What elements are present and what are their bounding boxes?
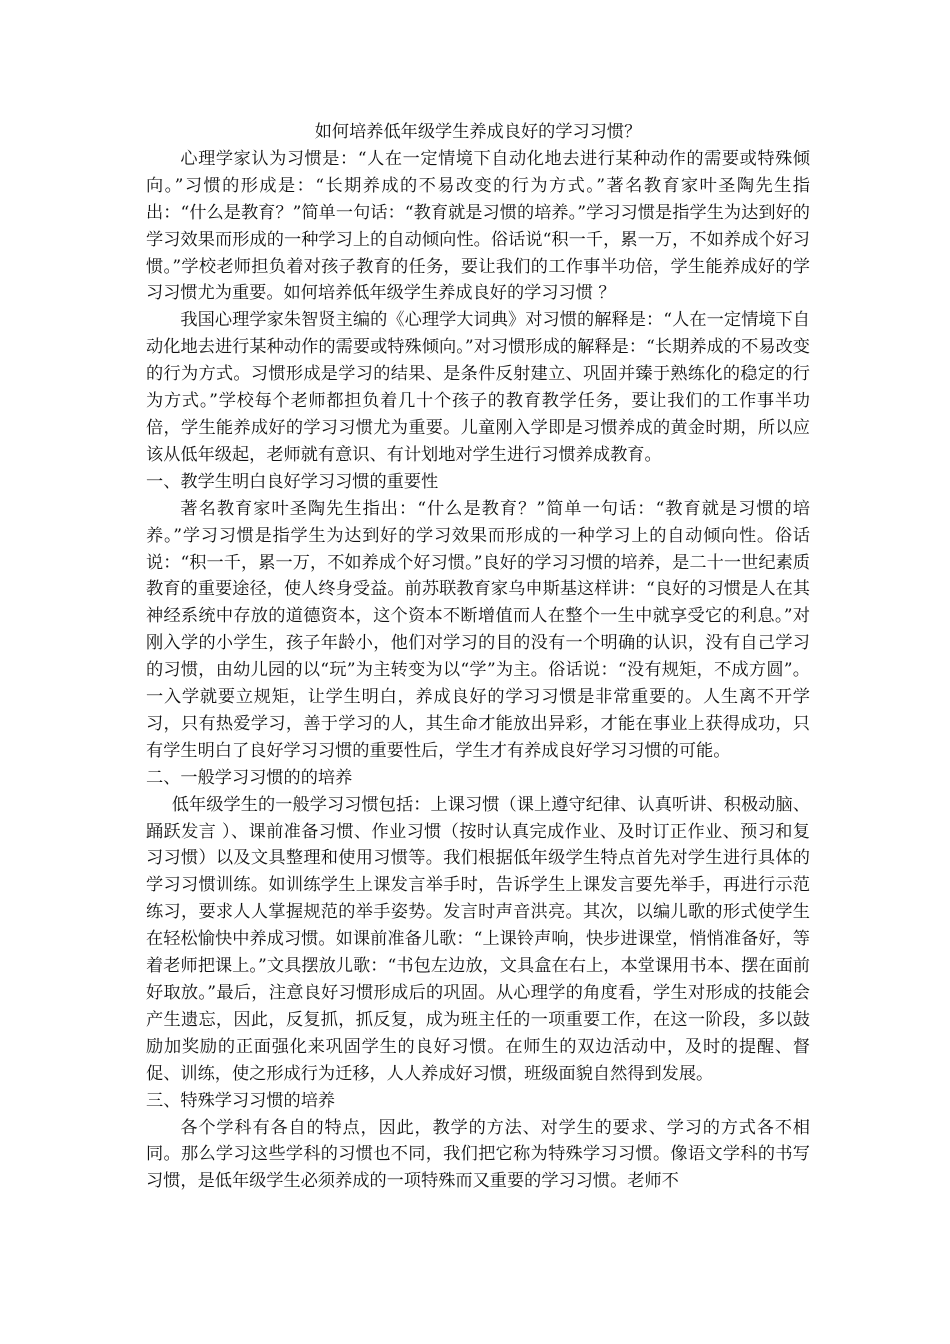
document-page — [146, 119, 810, 1195]
document-title: 如何培养低年级学生养成良好的学习习惯？ — [314, 122, 642, 142]
section-heading-3: 三、特殊学习习惯的培养 — [146, 1090, 336, 1111]
section-body-2: 低年级学生的一般学习习惯包括：上课习惯（课上遵守纪律、认真听讲、积极动脑、踊跃发言 ）、课前准备习惯、作业习惯（按时认真完成作业、及时订正作业、预习和复习习惯）以及文具整理和使用习惯等。我们根据低年级学生特点首先对学生进行具体的学习习惯训练。如训练学生上课发言举手时，告诉学生上课发言要先举手，再进行示范练习，要求人人掌握规范的举手姿势。发言时声音洪亮。其次，以编儿歌的形式使学生在轻松愉快中养成习惯。如课前准备儿歌：“上课铃声响，快步进课堂，悄悄准备好，等着老师把课上。”文具摆放儿歌：“书包左边放，文具盒在右上，本堂课用书本、摆在面前好取放。”最后，注意良好习惯形成后的巩固。从心理学的角度看，学生对形成的技能会产生遗忘，因此，反复抓，抓反复，成为班主任的一项重要工作，在这一阶段，多以鼓励加奖励的正面强化来巩固学生的良好习惯。在师生的双边活动中，及时的提醒、督促、训练，使之形成行为迁移，人人养成好习惯，班级面貌自然得到发展。 — [146, 794, 810, 1084]
section-heading-1: 一、教学生明白良好学习习惯的重要性 — [146, 471, 439, 492]
intro-paragraph-1: 心理学家认为习惯是：“人在一定情境下自动化地去进行某种动作的需要或特殊倾向。”习惯的形成是：“长期养成的不易改变的行为方式。”著名教育家叶圣陶先生指出：“什么是教育？”简单一句话：“教育就是习惯的培养。”学习习惯是指学生为达到好的学习效果而形成的一种学习上的自动倾向性。俗话说“积一千，累一万，不如养成个好习惯。”学校老师担负着对孩子教育的任务，要让我们的工作事半功倍，学生能养成好的学习习惯尤为重要。如何培养低年级学生养成良好的学习习惯 ？ — [146, 148, 810, 304]
section-body-3: 各个学科有各自的特点，因此，教学的方法、对学生的要求、学习的方式各不相同。那么学习这些学科的习惯也不同，我们把它称为特殊学习习惯。像语文学科的书写习惯，是低年级学生必须养成的一项特殊而又重要的学习习惯。老师不 — [146, 1117, 810, 1192]
section-heading-2: 二、一般学习习惯的的培养 — [146, 767, 353, 788]
section-body-1: 著名教育家叶圣陶先生指出：“什么是教育？”简单一句话：“教育就是习惯的培养。”学习习惯是指学生为达到好的学习效果而形成的一种学习上的自动倾向性。俗话说：“积一千，累一万，不如养成个好习惯。”良好的学习习惯的培养，是二十一世纪素质教育的重要途径，使人终身受益。前苏联教育家乌申斯基这样讲：“良好的习惯是人在其神经系统中存放的道德资本，这个资本不断增值而人在整个一生中就享受它的利息。”对刚入学的小学生，孩子年龄小，他们对学习的目的没有一个明确的认识，没有自己学习的习惯，由幼儿园的以“玩”为主转变为以“学”为主。俗话说：“没有规矩，不成方圆”。一入学就要立规矩，让学生明白，养成良好的学习习惯是非常重要的。人生离不开学习，只有热爱学习，善于学习的人，其生命才能放出异彩，才能在事业上获得成功，只有学生明白了良好学习习惯的重要性后，学生才有养成良好学习习惯的可能。 — [146, 498, 810, 761]
intro-paragraph-2: 我国心理学家朱智贤主编的《心理学大词典》对习惯的解释是：“人在一定情境下自动化地去进行某种动作的需要或特殊倾向。”对习惯形成的解释是：“长期养成的不易改变的行为方式。习惯形成是学习的结果、是条件反射建立、巩固并臻于熟练化的稳定的行为方式。”学校每个老师都担负着几十个孩子的教育教学任务，要让我们的工作事半功倍，学生能养成好的学习习惯尤为重要。儿童刚入学即是习惯养成的黄金时期，所以应该从低年级起，老师就有意识、有计划地对学生进行习惯养成教育。 — [146, 310, 810, 465]
